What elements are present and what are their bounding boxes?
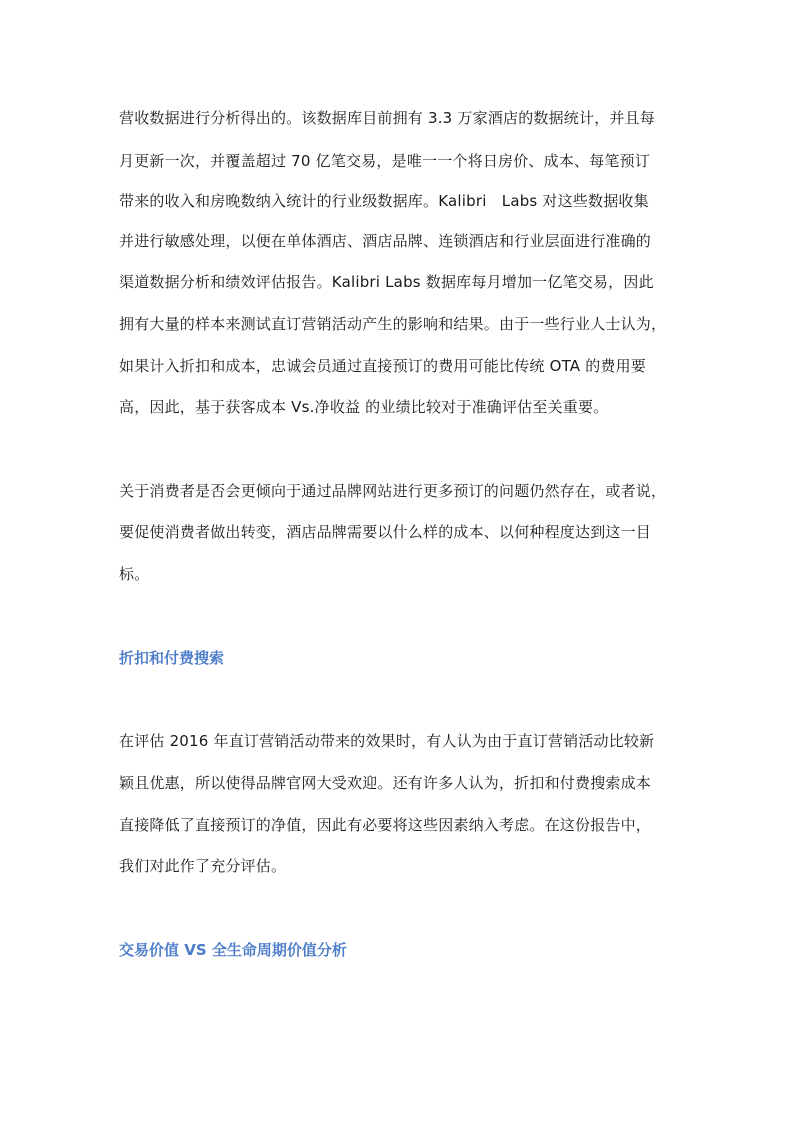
text-line: 关于消费者是否会更倾向于通过品牌网站进行更多预订的问题仍然存在，或者说，	[119, 482, 667, 500]
text-line: 我们对此作了充分评估。	[119, 857, 287, 875]
text-line: 渠道数据分析和绩效评估报告。Kalibri Labs 数据库每月增加一亿笔交易，因此	[119, 273, 654, 291]
text-line: 营收数据进行分析得出的。该数据库目前拥有 3.3 万家酒店的数据统计，并且每	[119, 109, 655, 127]
section-heading-transaction-vs-lifetime: 交易价值 VS 全生命周期价值分析	[119, 941, 347, 959]
text-line: 如果计入折扣和成本，忠诚会员通过直接预订的费用可能比传统 OTA 的费用要	[119, 357, 647, 375]
text-line: 在评估 2016 年直订营销活动带来的效果时，有人认为由于直订营销活动比较新	[119, 732, 655, 750]
text-line: 颖且优惠，所以使得品牌官网大受欢迎。还有许多人认为，折扣和付费搜索成本	[119, 774, 652, 792]
text-line: 带来的收入和房晚数纳入统计的行业级数据库。Kalibri Labs 对这些数据收集	[119, 192, 649, 210]
text-line: 拥有大量的样本来测试直订营销活动产生的影响和结果。由于一些行业人士认为，	[119, 315, 667, 333]
text-line: 标。	[119, 565, 150, 583]
text-line: 高，因此，基于获客成本 Vs.净收益 的业绩比较对于准确评估至关重要。	[119, 398, 609, 416]
text-line: 月更新一次，并覆盖超过 70 亿笔交易，是唯一一个将日房价、成本、每笔预订	[119, 152, 651, 170]
section-heading-discount-search: 折扣和付费搜索	[119, 649, 225, 667]
text-line: 并进行敏感处理，以便在单体酒店、酒店品牌、连锁酒店和行业层面进行准确的	[119, 232, 652, 250]
text-line: 直接降低了直接预订的净值，因此有必要将这些因素纳入考虑。在这份报告中，	[119, 816, 652, 834]
text-line: 要促使消费者做出转变，酒店品牌需要以什么样的成本、以何种程度达到这一目	[119, 523, 652, 541]
